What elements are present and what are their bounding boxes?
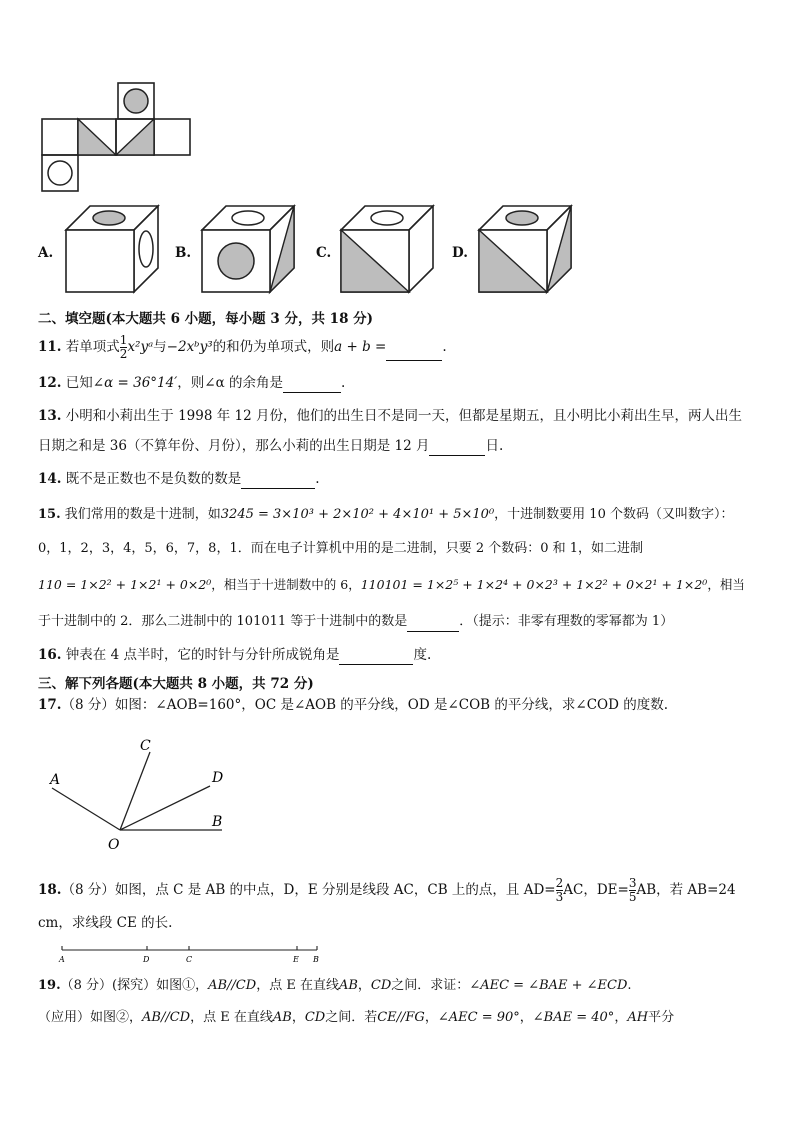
label-b: B [212,814,223,830]
question-15-line3: 110 = 1×2² + 1×2¹ + 0×2⁰，相当于十进制数中的 6，110101 = 1×2⁵ + 1×2⁴ + 0×2³ + 1×2² + 0×2¹ + 1×2⁰，相当 [38,577,745,592]
question-13-line1: 13. 小明和小莉出生于 1998 年 12 月份，他们的出生日不是同一天，但都是星期五，且小明比小莉出生早，两人出生 [38,408,742,424]
question-19-line2: （应用）如图②，AB//CD，点 E 在直线AB，CD之间．若CE//FG，∠AEC = 90°，∠BAE = 40°，AH平分 [38,1010,675,1025]
seg-label-c: C [186,955,193,964]
seg-label-b: B [313,955,319,964]
cube-option-c [337,204,437,296]
option-a-label: A. [38,245,54,261]
question-12: 12. 已知∠α = 36°14′，则∠α 的余角是 . [38,375,346,391]
answer-blank-13 [429,441,485,456]
angle-figure [40,730,240,855]
ray-od [120,786,210,830]
answer-blank-16 [339,650,413,665]
question-18-line2: cm，求线段 CE 的长. [38,915,173,931]
label-c: C [140,738,151,754]
question-13-line2: 日期之和是 36（不算年份、月份），那么小莉的出生日期是 12 月 日. [38,438,504,454]
section-2-heading: 二、填空题(本大题共 6 小题，每小题 3 分，共 18 分) [38,311,374,327]
ray-oa [52,788,120,830]
net-face-1 [42,119,78,155]
seg-label-a: A [59,955,65,964]
label-a: A [50,772,61,788]
segment-figure [52,940,332,966]
question-16: 16. 钟表在 4 点半时，它的时针与分针所成锐角是 度. [38,647,432,663]
cube-option-b [198,204,298,296]
cube-option-a [62,204,162,296]
seg-label-d: D [143,955,150,964]
question-15-line4: 于十进制中的 2．那么二进制中的 101011 等于十进制中的数是 ．（提示：非零有理数的零幂都为 1） [38,612,673,632]
answer-blank-11 [386,346,442,361]
question-15-line2: 0，1，2，3，4，5，6，7，8，1．而在电子计算机中用的是二进制，只要 2 个数码：0 和 1，如二进制 [38,541,644,556]
net-face-4 [154,119,190,155]
question-14: 14. 既不是正数也不是负数的数是 . [38,471,320,487]
question-15-line1: 15. 我们常用的数是十进制，如3245 = 3×10³ + 2×10² + 4×10¹ + 5×10⁰，十进制数要用 10 个数码（又叫数字）： [38,507,734,522]
answer-blank-15 [407,617,459,632]
question-19-line1: 19.（8 分）(探究）如图①，AB//CD，点 E 在直线AB，CD之间．求证：∠AEC = ∠BAE + ∠ECD. [38,978,632,993]
option-b-label: B. [175,245,192,261]
label-o: O [108,837,120,853]
question-11: 11. 若单项式 $\frac{1}{2}$ x²yᵃ与−2xᵇy³的和仍为单项式，则a + b = . [38,333,447,361]
option-c-label: C. [316,245,332,261]
label-d: D [212,770,224,786]
cube-net-figure [40,80,200,195]
cube-option-d [475,204,575,296]
seg-label-e: E [293,955,299,964]
option-d-label: D. [452,245,468,261]
question-17: 17.（8 分）如图：∠AOB=160°，OC 是∠AOB 的平分线，OD 是∠COB 的平分线，求∠COD 的度数. [38,697,669,713]
question-18-line1: 18.（8 分）如图，点 C 是 AB 的中点，D，E 分别是线段 AC，CB 上的点，且 AD= $\frac{2}{3}$ AC，DE= $\frac{3}{5}$ AB，若 AB=24 [38,876,736,904]
answer-blank-14 [241,474,315,489]
ray-oc [120,752,150,830]
answer-blank-12 [283,378,341,393]
section-3-heading: 三、解下列各题(本大题共 8 小题，共 72 分) [38,676,314,692]
